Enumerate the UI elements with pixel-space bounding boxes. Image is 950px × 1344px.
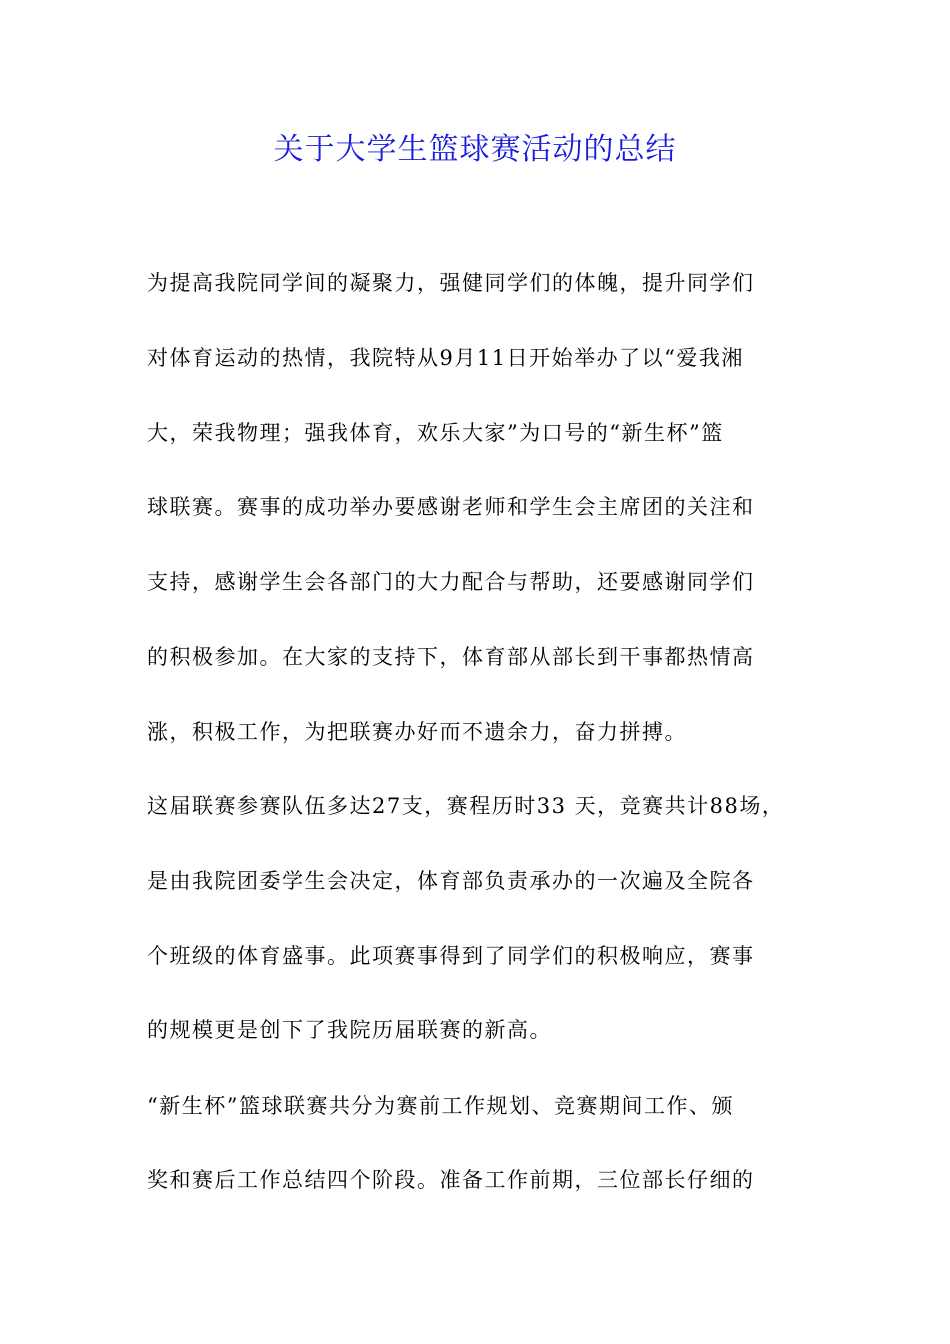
paragraph-3-line-1: “新生杯”篮球联赛共分为赛前工作规划、竞赛期间工作、颁 xyxy=(147,1094,734,1118)
paragraph-2-line-4: 的规模更是创下了我院历届联赛的新高。 xyxy=(147,1018,552,1042)
paragraph-2-line-3: 个班级的体育盛事。此项赛事得到了同学们的积极响应，赛事 xyxy=(147,944,755,968)
paragraph-1-line-4: 球联赛。赛事的成功举办要感谢老师和学生会主席团的关注和 xyxy=(147,495,755,519)
paragraph-2-line-1: 这届联赛参赛队伍多达27支，赛程历时33 天，竞赛共计88场， xyxy=(147,794,785,818)
paragraph-1-line-5: 支持，感谢学生会各部门的大力配合与帮助，还要感谢同学们 xyxy=(147,570,755,594)
paragraph-3-line-2: 奖和赛后工作总结四个阶段。准备工作前期，三位部长仔细的 xyxy=(147,1168,755,1192)
paragraph-1-line-6: 的积极参加。在大家的支持下，体育部从部长到干事都热情高 xyxy=(147,645,755,669)
document-title: 关于大学生篮球赛活动的总结 xyxy=(273,132,677,167)
paragraph-1-line-2: 对体育运动的热情，我院特从9月11日开始举办了以“爱我湘 xyxy=(147,346,744,370)
paragraph-1-line-3: 大，荣我物理；强我体育，欢乐大家”为口号的“新生杯”篮 xyxy=(147,421,724,445)
paragraph-2-line-2: 是由我院团委学生会决定，体育部负责承办的一次遍及全院各 xyxy=(147,869,755,893)
paragraph-1-line-7: 涨，积极工作，为把联赛办好而不遗余力，奋力拼搏。 xyxy=(147,720,687,744)
paragraph-1-line-1: 为提高我院同学间的凝聚力，强健同学们的体魄，提升同学们 xyxy=(147,271,755,295)
